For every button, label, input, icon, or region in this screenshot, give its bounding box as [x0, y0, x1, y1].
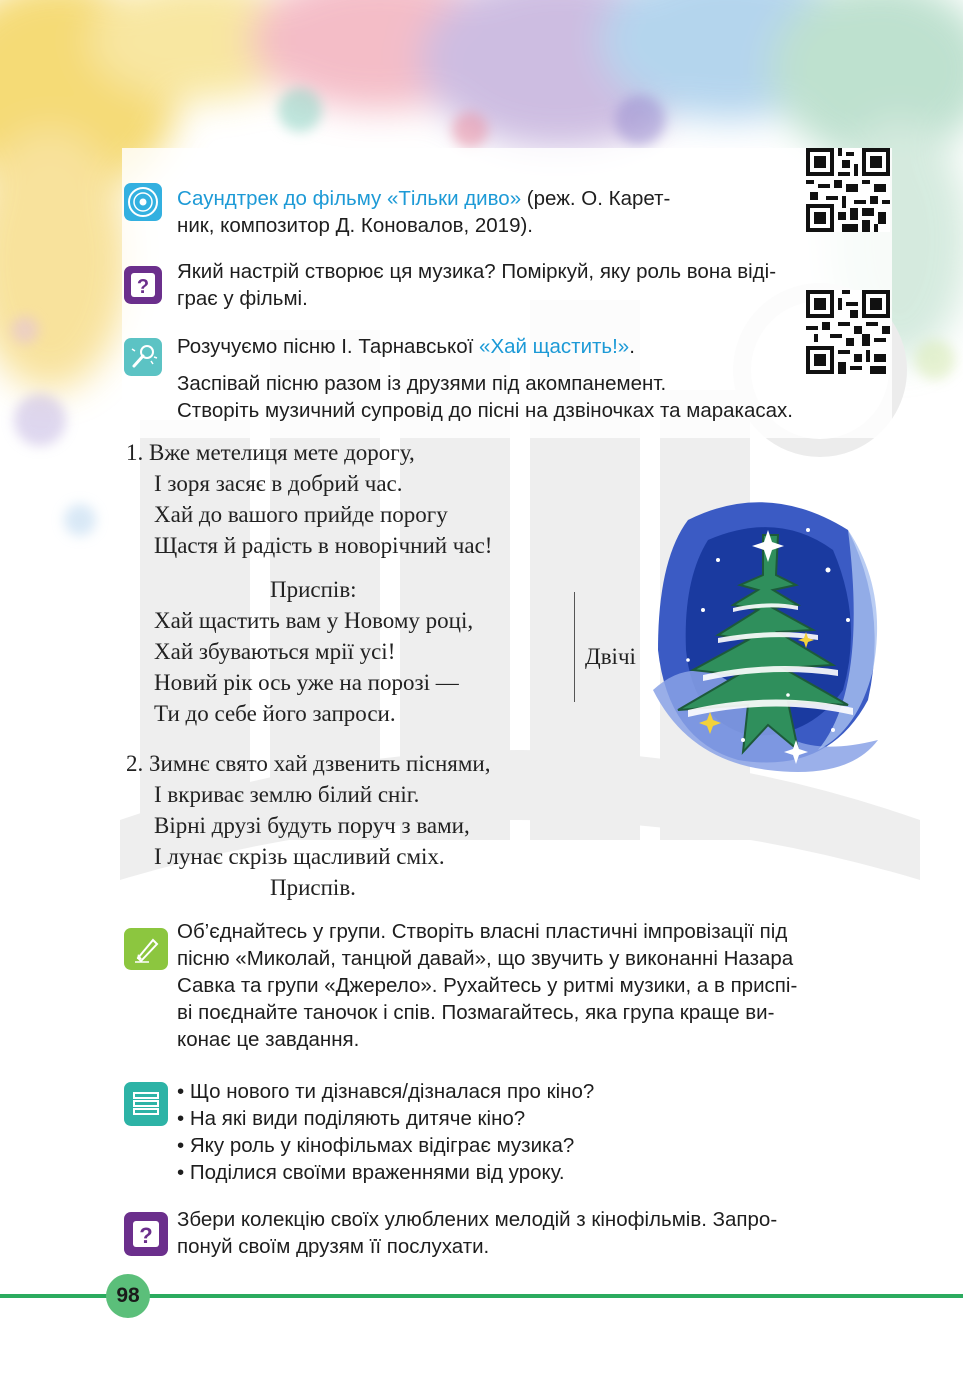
list-item: • На які види поділяють дитяче кіно?	[177, 1107, 526, 1130]
question2-text: Збери колекцію своїх улюблених мелодій з кінофільмів. Запро- понуй своїм друзям її послухати.	[177, 1208, 778, 1258]
pencil-icon	[124, 928, 168, 970]
repeat-label: Двічі	[585, 644, 636, 669]
verse-2: 2. Зимнє свято хай дзвенить піснями, І вкриває землю білий сніг. Вірні друзі будуть поруч з вами, І лунає скрізь щасливий сміх.	[126, 751, 491, 869]
list-item: • Що нового ти дізнався/дізналася про кіно?	[177, 1080, 595, 1103]
chorus-title: Приспів:	[270, 577, 357, 602]
svg-text:?: ?	[136, 276, 150, 298]
review-list	[177, 1078, 594, 1186]
learn-song-text: Розучуємо пісню І. Тарнавської «Хай щастить!».	[177, 335, 635, 358]
books-icon	[124, 1082, 168, 1126]
instruction-text: Заспівай пісню разом із друзями під акомпанемент. Створіть музичний супровід до пісні на дзвіночках та маракасах.	[177, 372, 793, 422]
qr-code-icon[interactable]	[806, 148, 890, 232]
verse-1: 1. Вже метелиця мете дорогу, І зоря засяє в добрий час. Хай до вашого прийде порогу Щастя й радість в новорічний час!	[126, 440, 493, 558]
list-item: • Поділися своїми враженнями від уроку.	[177, 1161, 565, 1184]
song-link[interactable]: «Хай щастить!»	[479, 335, 630, 358]
question-icon	[124, 266, 162, 304]
svg-text:?: ?	[139, 1223, 153, 1248]
disc-icon	[124, 183, 162, 221]
soundtrack-link[interactable]: Саундтрек до фільму «Тільки диво»	[177, 187, 522, 210]
repeat-bracket	[574, 592, 575, 702]
microphone-icon	[124, 338, 162, 376]
chorus-reference: Приспів.	[270, 875, 356, 900]
question-icon	[124, 1212, 168, 1256]
list-item: • Яку роль у кінофільмах відіграє музика?	[177, 1134, 575, 1157]
question1-text: Який настрій створює ця музика? Поміркуй, яку роль вона віді- грає у фільмі.	[177, 260, 777, 310]
page-number: 98	[106, 1274, 150, 1318]
christmas-tree-illustration	[648, 490, 888, 775]
soundtrack-text: Саундтрек до фільму «Тільки диво» (реж. О. Карет- ник, композитор Д. Коновалов, 2019).	[177, 187, 671, 237]
group-task-text: Об’єднайтесь у групи. Створіть власні пластичні імпровізації під пісню «Миколай, танцюй давай», що звучить у виконанні Назара Савка та групи «Джерело». Рухайтесь у ритмі музики, а в приспі- ві поєднайте таночок і спів. Позмагайтесь, яка група краще ви- конає це завдання.	[177, 920, 798, 1051]
chorus-lines: Хай щастить вам у Новому році, Хай збуваються мрії усі! Новий рік ось уже на порозі — Ти до себе його запроси.	[154, 608, 474, 726]
